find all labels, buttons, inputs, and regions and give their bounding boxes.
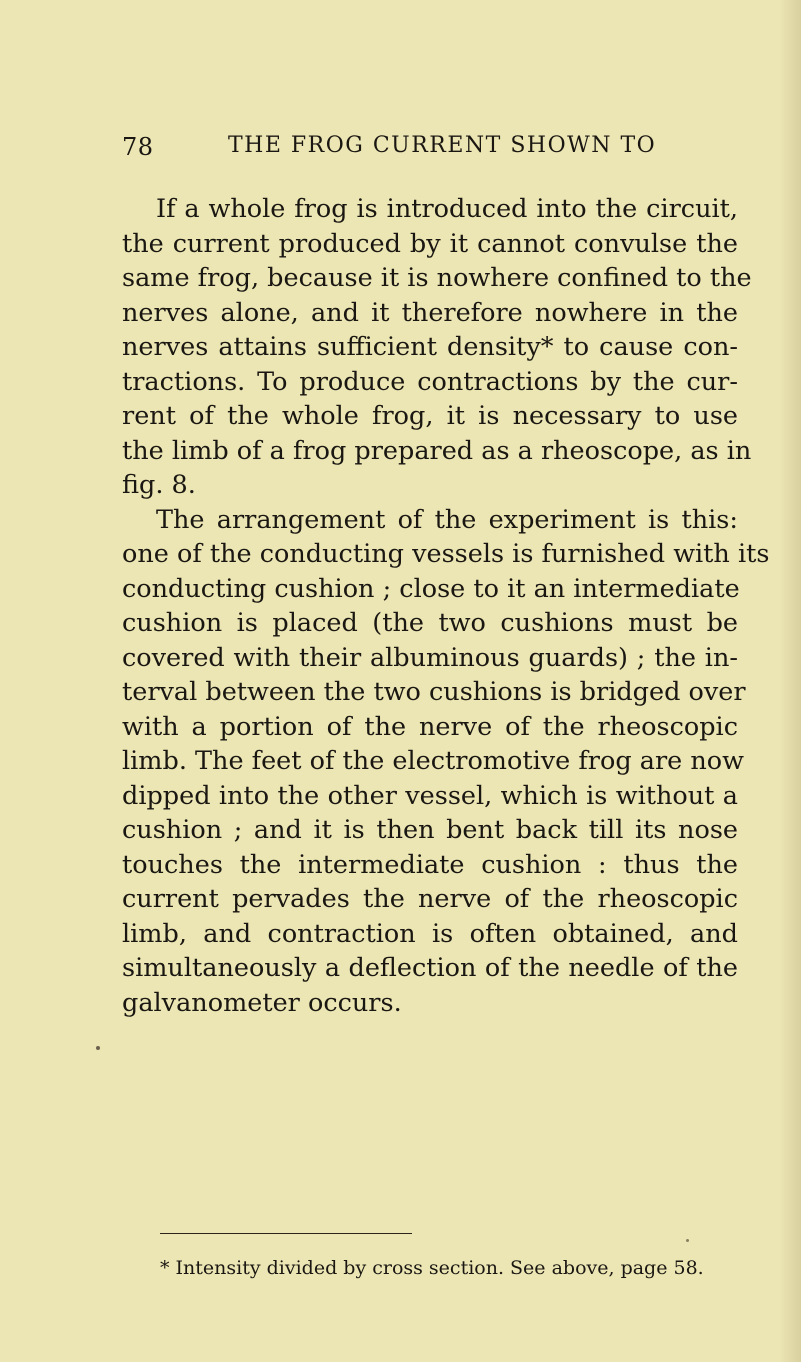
text-line: same frog, because it is nowhere confined to the (122, 263, 752, 293)
running-head: THE FROG CURRENT SHOWN TO (228, 133, 657, 158)
paragraph (122, 192, 752, 503)
footnote: * Intensity divided by cross section. See above, page 58. (160, 1257, 704, 1279)
page-edge-shadow (779, 0, 801, 1362)
text-line: nerves attains sufficient density* to cause con- (122, 332, 738, 362)
text-line: cushion ; and it is then bent back till its nose (122, 815, 738, 845)
text-line: limb. The feet of the electromotive frog are now (122, 746, 744, 776)
page-number: 78 (122, 133, 154, 161)
footnote-rule (160, 1233, 412, 1234)
text-line: the current produced by it cannot convulse the (122, 228, 738, 259)
body-text (122, 192, 770, 1020)
paragraph (122, 503, 770, 1021)
text-line: tractions. To produce contractions by the cur- (122, 366, 738, 397)
text-line: the limb of a frog prepared as a rheoscope, as in (122, 435, 752, 466)
text-line: touches the intermediate cushion : thus the (122, 849, 738, 880)
text-line: dipped into the other vessel, which is without a (122, 780, 738, 811)
text-line: conducting cushion ; close to it an intermediate (122, 573, 740, 604)
margin-mark (96, 1046, 100, 1050)
page-header (122, 133, 682, 165)
text-line: galvanometer occurs. (122, 987, 402, 1018)
text-line: nerves alone, and it therefore nowhere in the (122, 297, 738, 328)
text-line: cushion is placed (the two cushions must be (122, 608, 738, 638)
text-line: covered with their albuminous guards) ; the in- (122, 642, 738, 673)
text-line: If a whole frog is introduced into the circuit, (156, 194, 738, 224)
text-line: terval between the two cushions is bridged over (122, 677, 746, 707)
text-line: current pervades the nerve of the rheoscopic (122, 884, 738, 914)
text-line: fig. 8. (122, 470, 196, 500)
text-line: with a portion of the nerve of the rheoscopic (122, 711, 738, 742)
text-line: limb, and contraction is often obtained, and (122, 918, 738, 949)
text-line: one of the conducting vessels is furnished with its (122, 539, 770, 569)
text-line: The arrangement of the experiment is this: (156, 504, 738, 535)
margin-mark (686, 1239, 689, 1242)
text-line: simultaneously a deflection of the needle of the (122, 953, 738, 983)
text-line: rent of the whole frog, it is necessary to use (122, 401, 738, 431)
